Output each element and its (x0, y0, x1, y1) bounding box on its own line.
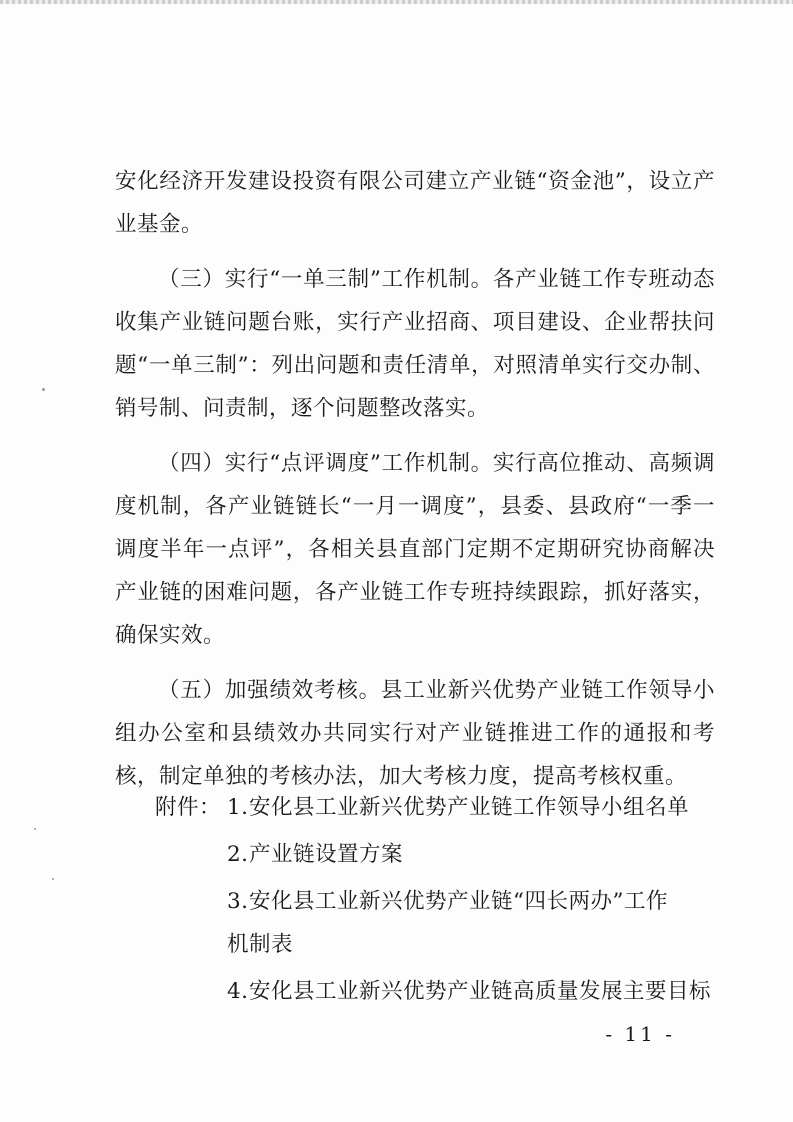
scan-speck (34, 828, 36, 830)
attachment-title: 安化县工业新兴优势产业链“四长两办”工作 (249, 889, 668, 914)
attachment-number: 4. (227, 979, 249, 1004)
attachment-item (155, 970, 715, 1013)
attachment-title: 安化县工业新兴优势产业链工作领导小组名单 (249, 795, 690, 820)
paragraph-review-dispatch: （四）实行“点评调度”工作机制。实行高位推动、高频调度机制，各产业链链长“一月一调度”，县委、县政府“一季一调度半年一点评”，各相关县直部门定期不定期研究协商解决产业链的困难问题，各产业链工作专班持续跟踪，抓好落实，确保实效。 (115, 451, 715, 648)
paragraph-capital-pool: 安化经济开发建设投资有限公司建立产业链“资金池”，设立产业基金。 (115, 169, 715, 237)
attachments-list (155, 786, 715, 1013)
paragraph-one-list-three-systems: （三）实行“一单三制”工作机制。各产业链工作专班动态收集产业链问题台账，实行产业招商、项目建设、企业帮扶问题“一单三制”：列出问题和责任清单，对照清单实行交办制、销号制、问责制，逐个问题整改落实。 (115, 267, 715, 421)
attachment-title-cont: 机制表 (227, 932, 294, 957)
attachment-number: 2. (227, 842, 249, 867)
page-number: - 11 - (605, 1022, 675, 1046)
attachments-label: 附件： (155, 795, 222, 820)
attachment-title-continuation (155, 923, 715, 966)
attachment-title: 安化县工业新兴优势产业链高质量发展主要目标 (249, 979, 712, 1004)
attachment-title: 产业链设置方案 (249, 842, 404, 867)
attachment-number: 1. (227, 795, 249, 820)
scan-speck (42, 388, 45, 391)
attachment-number: 3. (227, 889, 249, 914)
attachment-item (155, 786, 715, 829)
paragraph-performance-assessment: （五）加强绩效考核。县工业新兴优势产业链工作领导小组办公室和县绩效办共同实行对产业链推进工作的通报和考核，制定单独的考核办法，加大考核力度，提高考核权重。 (115, 678, 715, 789)
attachment-item (155, 880, 715, 923)
body-text (115, 160, 715, 798)
attachment-item (155, 833, 715, 876)
scan-speck (52, 878, 54, 880)
